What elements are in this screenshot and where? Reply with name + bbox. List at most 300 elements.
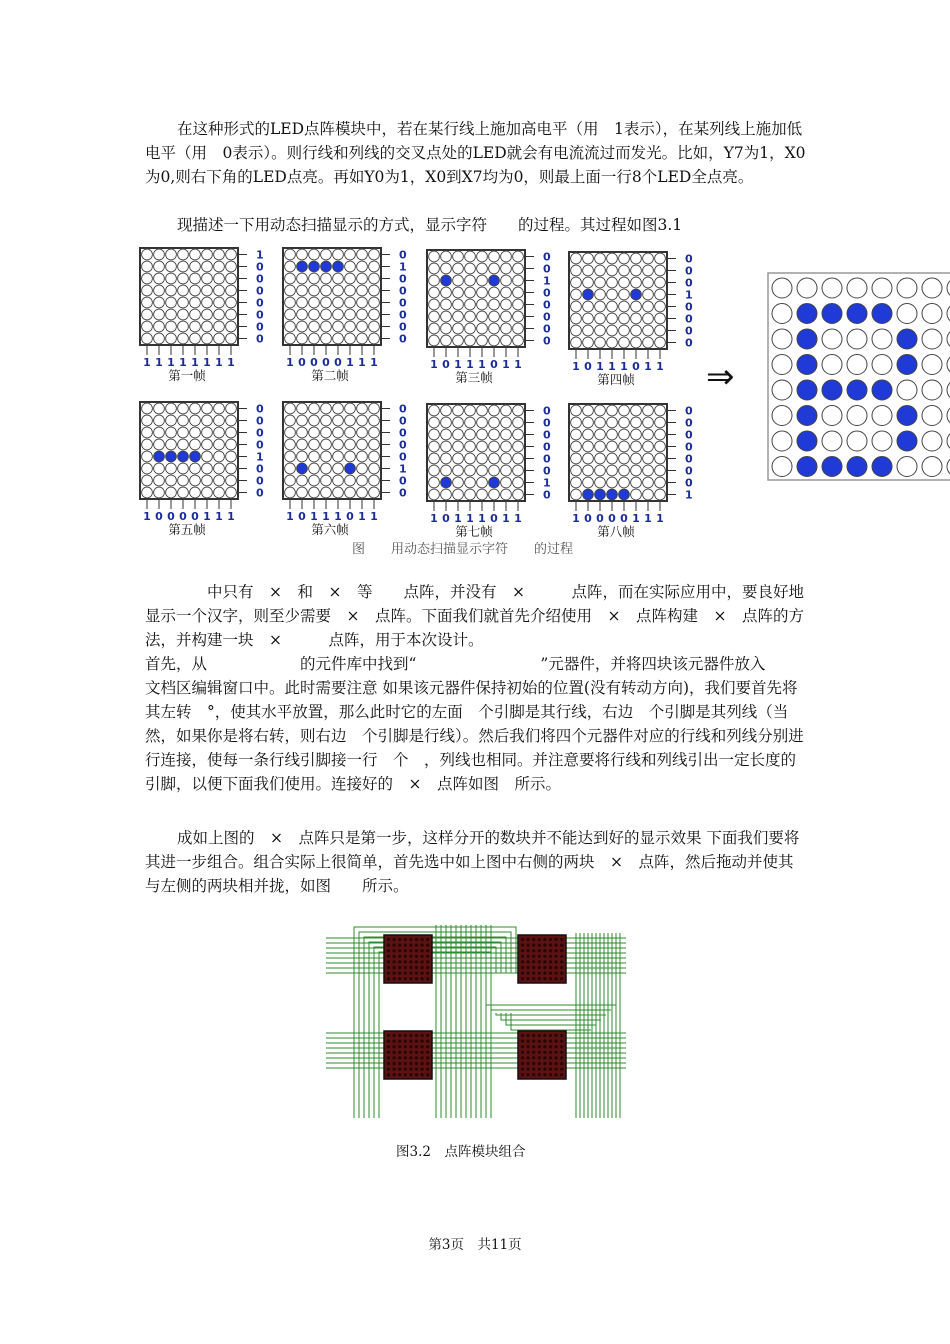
led <box>190 249 201 260</box>
led <box>429 441 440 452</box>
module-led <box>560 1045 563 1048</box>
led-lit <box>154 451 165 462</box>
led <box>285 321 296 332</box>
led <box>297 333 308 344</box>
frame-2 <box>283 248 407 383</box>
led <box>501 335 512 346</box>
led <box>429 335 440 346</box>
led <box>154 475 165 486</box>
led <box>655 313 666 324</box>
led <box>321 333 332 344</box>
figure-3-2-caption: 图3.2 点阵模块组合 <box>396 1144 526 1160</box>
module-led <box>393 977 396 980</box>
module-led <box>527 1068 530 1071</box>
dot-matrix-module-2 <box>518 935 566 983</box>
module-led <box>421 977 424 980</box>
led <box>441 335 452 346</box>
led <box>441 299 452 310</box>
led <box>297 427 308 438</box>
led <box>202 273 213 284</box>
led <box>142 427 153 438</box>
led <box>429 251 440 262</box>
module-led <box>387 1068 390 1071</box>
led <box>178 261 189 272</box>
module-led <box>521 938 524 941</box>
led <box>441 405 452 416</box>
led <box>178 487 189 498</box>
led <box>154 427 165 438</box>
led <box>226 261 237 272</box>
led <box>321 487 332 498</box>
module-led <box>426 949 429 952</box>
led <box>631 253 642 264</box>
led <box>513 405 524 416</box>
result-led-lit <box>872 380 892 400</box>
led <box>607 325 618 336</box>
row-digit: 0 <box>256 414 264 428</box>
row-digit: 0 <box>685 440 693 454</box>
led <box>321 463 332 474</box>
led <box>453 405 464 416</box>
frame-label: 第五帧 <box>168 522 206 537</box>
led-lit <box>345 463 356 474</box>
result-arrow-icon: ⇒ <box>706 357 735 397</box>
col-digit: 1 <box>478 358 486 371</box>
led <box>226 249 237 260</box>
module-led <box>560 1056 563 1059</box>
row-digit: 0 <box>399 438 407 452</box>
col-digit: 1 <box>502 358 510 371</box>
result-led-lit <box>797 329 817 349</box>
result-led-lit <box>822 380 842 400</box>
led <box>513 251 524 262</box>
module-led <box>398 1051 401 1054</box>
row-digit: 0 <box>543 488 551 502</box>
result-led <box>922 278 942 298</box>
module-led <box>555 1068 558 1071</box>
col-digit: 1 <box>215 510 223 523</box>
led <box>583 405 594 416</box>
led <box>655 337 666 348</box>
led <box>595 253 606 264</box>
module-led <box>421 1040 424 1043</box>
led <box>357 487 368 498</box>
module-led <box>532 1034 535 1037</box>
result-led-lit <box>847 380 867 400</box>
module-led <box>543 1045 546 1048</box>
led <box>631 453 642 464</box>
result-led <box>872 431 892 451</box>
col-digit: 0 <box>310 356 318 369</box>
led <box>477 405 488 416</box>
led <box>583 301 594 312</box>
led <box>477 311 488 322</box>
led <box>321 451 332 462</box>
module-led <box>415 977 418 980</box>
module-led <box>409 1051 412 1054</box>
module-led <box>560 977 563 980</box>
led <box>477 489 488 500</box>
led <box>190 403 201 414</box>
led <box>655 429 666 440</box>
led <box>142 297 153 308</box>
led <box>166 427 177 438</box>
led <box>643 301 654 312</box>
led <box>619 265 630 276</box>
led <box>607 405 618 416</box>
led <box>333 273 344 284</box>
module-led <box>387 960 390 963</box>
led <box>369 273 380 284</box>
module-led <box>560 966 563 969</box>
module-led <box>393 1073 396 1076</box>
module-led <box>398 949 401 952</box>
module-led <box>415 1056 418 1059</box>
result-led-lit <box>797 355 817 375</box>
led <box>465 489 476 500</box>
led <box>285 297 296 308</box>
led <box>190 427 201 438</box>
led <box>214 309 225 320</box>
result-led <box>772 431 792 451</box>
led <box>477 299 488 310</box>
led <box>166 309 177 320</box>
result-led-lit <box>897 355 917 375</box>
row-digit: 0 <box>256 272 264 286</box>
module-led <box>532 955 535 958</box>
led <box>321 439 332 450</box>
loop-trace <box>491 1010 611 1013</box>
row-digit: 1 <box>685 288 693 302</box>
led <box>285 261 296 272</box>
result-led <box>872 406 892 426</box>
col-digit: 1 <box>644 360 652 373</box>
module-led <box>560 1073 563 1076</box>
module-led <box>426 944 429 947</box>
led <box>631 441 642 452</box>
row-digit: 0 <box>685 324 693 338</box>
result-led-lit <box>847 457 867 477</box>
module-led <box>527 977 530 980</box>
module-led <box>426 1062 429 1065</box>
col-digit: 1 <box>167 356 175 369</box>
module-led <box>543 944 546 947</box>
led <box>631 301 642 312</box>
row-digit: 1 <box>543 476 551 490</box>
led <box>321 321 332 332</box>
led <box>571 289 582 300</box>
led <box>429 323 440 334</box>
col-digit: 0 <box>442 358 450 371</box>
module-led <box>549 949 552 952</box>
module-led <box>538 1068 541 1071</box>
module-led <box>527 966 530 969</box>
module-led <box>549 1051 552 1054</box>
led <box>607 301 618 312</box>
led <box>643 417 654 428</box>
row-digit: 0 <box>543 334 551 348</box>
module-led <box>393 1051 396 1054</box>
row-digit: 0 <box>256 462 264 476</box>
led <box>655 325 666 336</box>
loop-trace <box>501 1013 601 1020</box>
module-led <box>527 1040 530 1043</box>
module-led <box>426 1034 429 1037</box>
result-led <box>922 431 942 451</box>
led <box>321 415 332 426</box>
led <box>489 417 500 428</box>
module-led <box>398 1073 401 1076</box>
result-led <box>822 329 842 349</box>
col-digit: 1 <box>466 358 474 371</box>
result-led <box>822 431 842 451</box>
module-led <box>421 966 424 969</box>
led <box>214 451 225 462</box>
col-digit: 0 <box>632 360 640 373</box>
module-led <box>387 1040 390 1043</box>
module-led <box>398 960 401 963</box>
led-lit <box>441 477 452 488</box>
led <box>631 325 642 336</box>
result-led <box>872 278 892 298</box>
module-led <box>521 944 524 947</box>
result-led <box>872 329 892 349</box>
led <box>489 251 500 262</box>
led <box>309 487 320 498</box>
led <box>489 405 500 416</box>
col-digit: 1 <box>143 510 151 523</box>
module-led <box>543 960 546 963</box>
module-led <box>421 1073 424 1076</box>
row-digit: 1 <box>399 462 407 476</box>
led <box>357 297 368 308</box>
led <box>202 403 213 414</box>
module-led <box>404 1040 407 1043</box>
col-digit: 1 <box>203 510 211 523</box>
led <box>631 265 642 276</box>
result-led <box>922 457 942 477</box>
module-led <box>387 938 390 941</box>
led <box>571 441 582 452</box>
led <box>489 453 500 464</box>
loop-trace <box>496 1013 606 1015</box>
led <box>321 309 332 320</box>
module-led <box>543 966 546 969</box>
module-led <box>560 1034 563 1037</box>
led <box>202 261 213 272</box>
led <box>178 475 189 486</box>
led <box>142 451 153 462</box>
led <box>321 285 332 296</box>
col-digit: 0 <box>442 512 450 525</box>
led <box>619 405 630 416</box>
module-led <box>398 1045 401 1048</box>
led <box>154 309 165 320</box>
module-led <box>538 1073 541 1076</box>
module-led <box>409 972 412 975</box>
led <box>333 285 344 296</box>
led <box>321 403 332 414</box>
col-digit: 1 <box>514 512 522 525</box>
loop-trace <box>354 927 516 1118</box>
led <box>465 417 476 428</box>
led <box>465 441 476 452</box>
result-led-lit <box>897 431 917 451</box>
led <box>477 251 488 262</box>
led <box>285 249 296 260</box>
led <box>501 429 512 440</box>
module-led <box>549 938 552 941</box>
row-digit: 0 <box>399 414 407 428</box>
module-led <box>415 955 418 958</box>
led <box>571 265 582 276</box>
module-led <box>415 972 418 975</box>
module-led <box>555 949 558 952</box>
row-digit: 0 <box>685 336 693 350</box>
led <box>297 321 308 332</box>
module-led <box>404 1062 407 1065</box>
led <box>465 251 476 262</box>
led <box>190 309 201 320</box>
led <box>595 289 606 300</box>
led <box>607 477 618 488</box>
module-led <box>404 1056 407 1059</box>
led <box>285 273 296 284</box>
module-led <box>527 1062 530 1065</box>
led <box>453 287 464 298</box>
module-led <box>538 1056 541 1059</box>
led-lit <box>583 289 594 300</box>
led <box>619 429 630 440</box>
paragraph-combine: 成如上图的 × 点阵只是第一步，这样分开的数块并不能达到好的显示效果 下面我们要将其进一步组合。组合实际上很简单，首先选中如上图中右侧的两块 × 点阵，然后拖动并使其与左侧的两块相并拢，如图 所示。 <box>145 829 800 895</box>
row-digit: 0 <box>543 262 551 276</box>
module-led <box>521 955 524 958</box>
led <box>619 453 630 464</box>
result-led-lit <box>822 457 842 477</box>
row-digit: 0 <box>685 476 693 490</box>
module-led <box>387 955 390 958</box>
row-digit: 0 <box>256 308 264 322</box>
module-led <box>387 972 390 975</box>
row-digit: 0 <box>399 284 407 298</box>
col-digit: 0 <box>298 356 306 369</box>
led <box>154 403 165 414</box>
led <box>441 489 452 500</box>
led <box>142 285 153 296</box>
result-led <box>847 406 867 426</box>
module-led <box>555 977 558 980</box>
led <box>453 275 464 286</box>
led <box>465 453 476 464</box>
module-led <box>532 972 535 975</box>
led <box>214 333 225 344</box>
module-led <box>549 1056 552 1059</box>
module-led <box>426 938 429 941</box>
led <box>202 297 213 308</box>
led-lit <box>607 489 618 500</box>
module-led <box>393 1056 396 1059</box>
col-digit: 1 <box>310 510 318 523</box>
led <box>595 417 606 428</box>
loop-trace <box>359 932 511 1118</box>
led <box>619 301 630 312</box>
module-led <box>527 1056 530 1059</box>
led <box>202 487 213 498</box>
led <box>465 287 476 298</box>
row-digit: 0 <box>543 452 551 466</box>
led <box>297 451 308 462</box>
module-led <box>555 955 558 958</box>
col-digit: 1 <box>203 356 211 369</box>
led <box>429 275 440 286</box>
led <box>166 475 177 486</box>
col-digit: 1 <box>227 356 235 369</box>
led <box>369 321 380 332</box>
led-lit <box>441 275 452 286</box>
led <box>513 441 524 452</box>
module-led <box>409 1068 412 1071</box>
led <box>178 463 189 474</box>
col-digit: 0 <box>191 510 199 523</box>
module-led <box>409 938 412 941</box>
module-led <box>555 966 558 969</box>
module-led <box>543 955 546 958</box>
led <box>178 273 189 284</box>
loop-trace <box>511 1013 591 1030</box>
module-led <box>560 1040 563 1043</box>
led <box>513 335 524 346</box>
led <box>309 403 320 414</box>
col-digit: 0 <box>584 360 592 373</box>
led <box>489 311 500 322</box>
led <box>345 487 356 498</box>
module-led <box>426 1068 429 1071</box>
led <box>513 311 524 322</box>
led <box>369 403 380 414</box>
col-digit: 0 <box>346 510 354 523</box>
page-footer: 第3页 共11页 <box>428 1237 522 1253</box>
led <box>489 335 500 346</box>
result-led <box>772 304 792 324</box>
col-digit: 1 <box>430 358 438 371</box>
row-digit: 0 <box>685 252 693 266</box>
module-led <box>393 1040 396 1043</box>
result-led <box>822 406 842 426</box>
module-led <box>398 977 401 980</box>
led <box>453 465 464 476</box>
module-led <box>409 960 412 963</box>
led <box>655 301 666 312</box>
col-digit: 1 <box>143 356 151 369</box>
module-led <box>538 949 541 952</box>
module-led <box>409 955 412 958</box>
led <box>513 275 524 286</box>
led <box>333 249 344 260</box>
led <box>357 333 368 344</box>
module-led <box>549 1062 552 1065</box>
led <box>465 465 476 476</box>
module-led <box>532 1068 535 1071</box>
led <box>214 487 225 498</box>
led <box>369 249 380 260</box>
led-lit <box>309 261 320 272</box>
led <box>202 321 213 332</box>
row-digit: 0 <box>685 464 693 478</box>
led <box>178 297 189 308</box>
led <box>345 427 356 438</box>
module-led <box>555 1051 558 1054</box>
led <box>631 337 642 348</box>
